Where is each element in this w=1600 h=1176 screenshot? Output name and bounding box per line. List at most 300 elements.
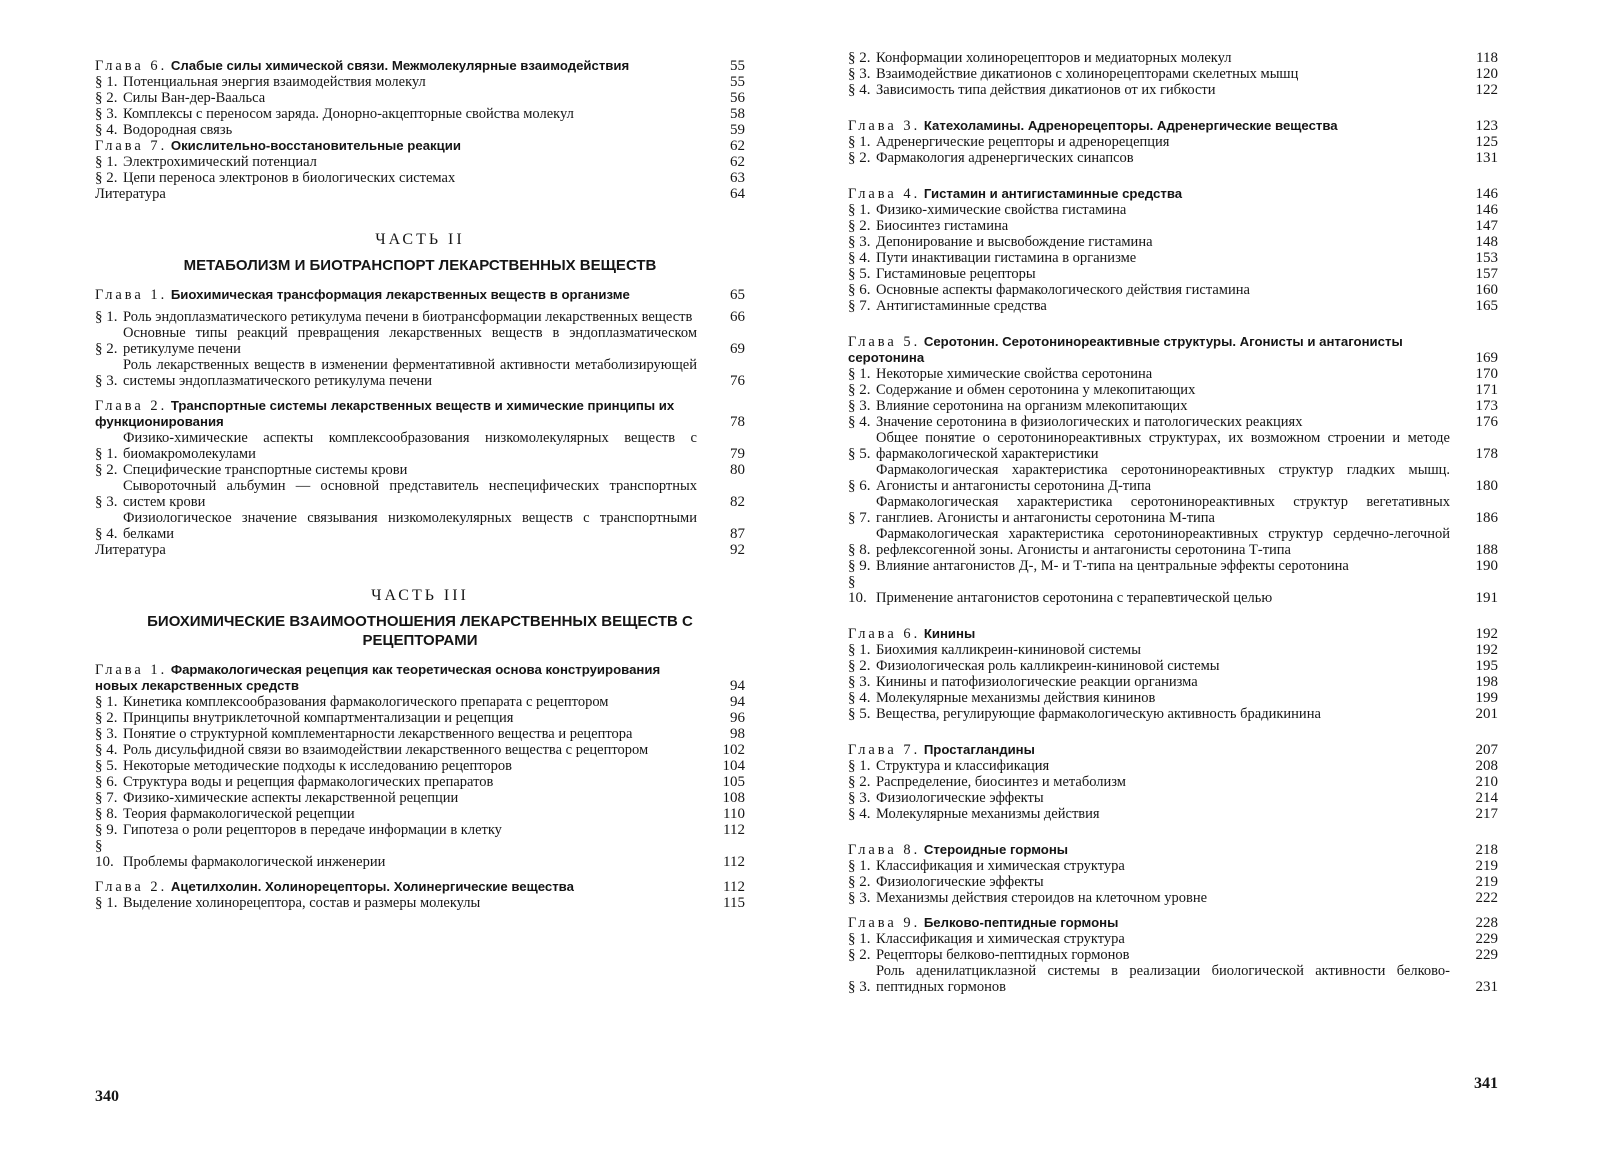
section-number: § 3.: [95, 726, 118, 742]
page-number: 80: [730, 462, 745, 478]
section-entry: [848, 526, 1498, 558]
page-number: 102: [722, 742, 745, 758]
section-title: Гистаминовые рецепторы: [876, 266, 1036, 282]
section-title: Основные аспекты фармакологического действия гистамина: [876, 282, 1250, 298]
page-number: 192: [1475, 642, 1498, 658]
chapter-entry: [848, 742, 1498, 758]
section-entry: [95, 806, 745, 822]
chapter-entry: [95, 662, 745, 694]
section-title: Общее понятие о серотонинореактивных структурах, их возможном строении и методе фармакологической характеристики: [876, 430, 1450, 462]
chapter-title: Ацетилхолин. Холинорецепторы. Холинергические вещества: [170, 879, 574, 894]
section-number: § 5.: [848, 446, 871, 462]
left-page: [95, 0, 745, 1176]
section-title: Электрохимический потенциал: [123, 154, 317, 170]
section-entry: [95, 90, 745, 106]
section-number: § 10.: [848, 574, 867, 606]
section-number: § 9.: [848, 558, 871, 574]
section-entry: [95, 694, 745, 710]
chapter-title: Фармакологическая рецепция как теоретическая основа конструирования новых лекарственных средств: [95, 662, 661, 693]
literature-label: Литература: [95, 186, 166, 202]
chapter-title: Простагландины: [923, 742, 1035, 757]
page-number: 112: [723, 822, 745, 838]
page-number: 112: [723, 879, 745, 895]
section-title: Физико-химические свойства гистамина: [876, 202, 1127, 218]
section-number: § 7.: [95, 790, 118, 806]
section-title: Конформации холинорецепторов и медиаторных молекул: [876, 50, 1232, 66]
page-number: 118: [1476, 50, 1498, 66]
section-number: § 6.: [848, 282, 871, 298]
page-number: 79: [730, 446, 745, 462]
page-number: 217: [1475, 806, 1498, 822]
section-title: Фармакология адренергических синапсов: [876, 150, 1134, 166]
page-number: 115: [723, 895, 745, 911]
page-folio: 341: [1474, 1075, 1498, 1092]
page-number: 92: [730, 542, 745, 558]
page-number: 58: [730, 106, 745, 122]
section-number: § 3.: [848, 790, 871, 806]
chapter-entry: [848, 118, 1498, 134]
section-number: § 2.: [848, 50, 871, 66]
page-number: 228: [1475, 915, 1498, 931]
page-number: 96: [730, 710, 745, 726]
section-entry: [95, 325, 745, 357]
chapter-entry: [95, 138, 745, 154]
section-entry: [95, 170, 745, 186]
section-title: Антигистаминные средства: [876, 298, 1047, 314]
page-number: 56: [730, 90, 745, 106]
section-entry: [848, 134, 1498, 150]
section-title: Применение антагонистов серотонина с терапевтической целью: [876, 590, 1273, 606]
section-title: Комплексы с переносом заряда. Донорно-акцепторные свойства молекул: [123, 106, 574, 122]
chapter-label: Глава 6.: [95, 58, 168, 74]
section-title: Роль эндоплазматического ретикулума печени в биотрансформации лекарственных веществ: [123, 309, 693, 325]
section-number: § 1.: [848, 758, 871, 774]
page-number: 146: [1475, 202, 1498, 218]
section-entry: [848, 82, 1498, 98]
section-number: § 7.: [848, 510, 871, 526]
page-number: 157: [1475, 266, 1498, 282]
section-entry: [848, 947, 1498, 963]
page-number: 170: [1475, 366, 1498, 382]
section-title: Цепи переноса электронов в биологических системах: [123, 170, 456, 186]
page-number: 55: [730, 74, 745, 90]
chapter-title: Катехоламины. Адренорецепторы. Адренергические вещества: [923, 118, 1338, 133]
section-entry: [95, 510, 745, 542]
section-title: Зависимость типа действия дикатионов от их гибкости: [876, 82, 1216, 98]
section-number: § 4.: [848, 250, 871, 266]
section-number: § 2.: [95, 710, 118, 726]
section-number: § 9.: [95, 822, 118, 838]
section-title: Депонирование и высвобождение гистамина: [876, 234, 1153, 250]
chapter-title: Транспортные системы лекарственных веществ и химические принципы их функционирования: [95, 398, 675, 429]
section-title: Физиологические эффекты: [876, 874, 1044, 890]
chapter-label: Глава 2.: [95, 879, 168, 895]
page-number: 63: [730, 170, 745, 186]
section-entry: [95, 895, 745, 911]
page-number: 120: [1475, 66, 1498, 82]
section-number: § 5.: [95, 758, 118, 774]
page-number: 191: [1475, 590, 1498, 606]
section-title: Фармакологическая характеристика серотонинореактивных структур гладких мышц. Агонисты и антагонисты серотонина Д-типа: [876, 462, 1450, 494]
section-title: Принципы внутриклеточной компартментализации и рецепция: [123, 710, 514, 726]
page-number: 153: [1475, 250, 1498, 266]
chapter-entry: [95, 879, 745, 895]
section-number: § 10.: [95, 838, 114, 870]
section-entry: [95, 122, 745, 138]
section-entry: [95, 309, 745, 325]
page-number: 199: [1475, 690, 1498, 706]
chapter-label: Глава 3.: [848, 118, 921, 134]
section-entry: [848, 218, 1498, 234]
section-title: Физико-химические аспекты комплексообразования низкомолекулярных веществ с биомакромолекулами: [123, 430, 697, 462]
right-toc: [848, 50, 1498, 995]
chapter-entry: [95, 398, 745, 430]
page-number: 148: [1475, 234, 1498, 250]
section-number: § 6.: [848, 478, 871, 494]
page-number: 104: [722, 758, 745, 774]
section-entry: [848, 430, 1498, 462]
section-title: Проблемы фармакологической инженерии: [123, 854, 386, 870]
page-number: 98: [730, 726, 745, 742]
section-title: Молекулярные механизмы действия: [876, 806, 1100, 822]
part-title: МЕТАБОЛИЗМ И БИОТРАНСПОРТ ЛЕКАРСТВЕННЫХ ВЕЩЕСТВ: [183, 257, 657, 274]
chapter-title: Гистамин и антигистаминные средства: [923, 186, 1183, 201]
section-title: Биосинтез гистамина: [876, 218, 1009, 234]
page-number: 171: [1475, 382, 1498, 398]
section-entry: [848, 774, 1498, 790]
page-number: 110: [723, 806, 745, 822]
section-number: § 2.: [848, 874, 871, 890]
section-entry: [95, 462, 745, 478]
page-number: 186: [1475, 510, 1498, 526]
page-number: 64: [730, 186, 745, 202]
page-number: 108: [722, 790, 745, 806]
section-entry: [848, 931, 1498, 947]
page-number: 165: [1475, 298, 1498, 314]
section-title: Адренергические рецепторы и адренорецепция: [876, 134, 1170, 150]
page-number: 82: [730, 494, 745, 510]
section-number: § 3.: [95, 373, 118, 389]
section-number: § 4.: [95, 122, 118, 138]
chapter-label: Глава 4.: [848, 186, 921, 202]
section-number: § 5.: [848, 266, 871, 282]
chapter-entry: [848, 842, 1498, 858]
section-title: Рецепторы белково-пептидных гормонов: [876, 947, 1130, 963]
section-number: § 8.: [848, 542, 871, 558]
page-number: 146: [1475, 186, 1498, 202]
section-entry: [95, 822, 745, 838]
section-number: § 4.: [95, 742, 118, 758]
page-number: 214: [1475, 790, 1498, 806]
page-number: 219: [1475, 858, 1498, 874]
section-entry: [848, 282, 1498, 298]
section-entry: [848, 414, 1498, 430]
section-number: § 4.: [95, 526, 118, 542]
page-number: 178: [1475, 446, 1498, 462]
page-number: 87: [730, 526, 745, 542]
section-number: § 1.: [95, 309, 118, 325]
section-title: Силы Ван-дер-Ваальса: [123, 90, 266, 106]
section-title: Взаимодействие дикатионов с холинорецепторами скелетных мышц: [876, 66, 1299, 82]
section-title: Распределение, биосинтез и метаболизм: [876, 774, 1126, 790]
section-title: Вещества, регулирующие фармакологическую активность брадикинина: [876, 706, 1321, 722]
section-title: Физиологическая роль калликреин-кининовой системы: [876, 658, 1220, 674]
section-title: Механизмы действия стероидов на клеточном уровне: [876, 890, 1208, 906]
section-entry: [848, 234, 1498, 250]
chapter-label: Глава 1.: [95, 287, 168, 303]
page-number: 65: [730, 287, 745, 303]
page-number: 231: [1475, 979, 1498, 995]
section-title: Фармакологическая характеристика серотонинореактивных структур сердечно-легочной рефлексогенной зоны. Агонисты и антагонисты серотонина Т-типа: [876, 526, 1450, 558]
literature-entry: [95, 186, 745, 202]
section-number: § 3.: [848, 890, 871, 906]
section-entry: [95, 758, 745, 774]
section-entry: [848, 366, 1498, 382]
page-number: 222: [1475, 890, 1498, 906]
page-number: 208: [1475, 758, 1498, 774]
section-entry: [95, 430, 745, 462]
page-number: 105: [722, 774, 745, 790]
section-title: Кинетика комплексообразования фармакологического препарата с рецептором: [123, 694, 609, 710]
section-title: Физиологические эффекты: [876, 790, 1044, 806]
section-number: § 2.: [95, 341, 118, 357]
page-number: 219: [1475, 874, 1498, 890]
chapter-label: Глава 5.: [848, 334, 921, 350]
chapter-title: Биохимическая трансформация лекарственных веществ в организме: [170, 287, 630, 302]
section-entry: [848, 574, 1498, 606]
section-entry: [848, 642, 1498, 658]
section-entry: [848, 250, 1498, 266]
section-title: Водородная связь: [123, 122, 233, 138]
chapter-label: Глава 9.: [848, 915, 921, 931]
section-title: Биохимия калликреин-кининовой системы: [876, 642, 1141, 658]
section-entry: [95, 726, 745, 742]
section-number: § 1.: [848, 931, 871, 947]
chapter-title: Белково-пептидные гормоны: [923, 915, 1119, 930]
chapter-title: Слабые силы химической связи. Межмолекулярные взаимодействия: [170, 58, 630, 73]
section-title: Выделение холинорецептора, состав и размеры молекулы: [123, 895, 481, 911]
section-entry: [95, 154, 745, 170]
page-number: 125: [1475, 134, 1498, 150]
section-number: § 2.: [95, 462, 118, 478]
section-number: § 1.: [848, 642, 871, 658]
page-number: 94: [730, 694, 745, 710]
page-number: 62: [730, 138, 745, 154]
right-page: [848, 0, 1498, 1176]
section-title: Некоторые химические свойства серотонина: [876, 366, 1153, 382]
section-number: § 5.: [848, 706, 871, 722]
section-number: § 1.: [95, 694, 118, 710]
section-number: § 3.: [848, 234, 871, 250]
section-entry: [848, 806, 1498, 822]
section-entry: [95, 710, 745, 726]
section-entry: [848, 706, 1498, 722]
page-number: 123: [1475, 118, 1498, 134]
section-number: § 1.: [848, 202, 871, 218]
chapter-entry: [848, 915, 1498, 931]
chapter-label: Глава 7.: [848, 742, 921, 758]
section-number: § 7.: [848, 298, 871, 314]
chapter-entry: [848, 186, 1498, 202]
chapter-label: Глава 8.: [848, 842, 921, 858]
section-number: § 3.: [848, 674, 871, 690]
section-title: Влияние антагонистов Д-, М- и Т-типа на центральные эффекты серотонина: [876, 558, 1349, 574]
section-entry: [95, 357, 745, 389]
section-number: § 1.: [95, 74, 118, 90]
chapter-label: Глава 7.: [95, 138, 168, 154]
chapter-title: Окислительно-восстановительные реакции: [170, 138, 461, 153]
section-title: Роль аденилатциклазной системы в реализации биологической активности белково-пептидных гормонов: [876, 963, 1450, 995]
section-number: § 2.: [848, 150, 871, 166]
section-entry: [95, 790, 745, 806]
section-entry: [848, 690, 1498, 706]
section-entry: [95, 106, 745, 122]
section-title: Роль лекарственных веществ в изменении ферментативной активности метаболизирующей системы эндоплазматического ретикулума печени: [123, 357, 697, 389]
section-title: Теория фармакологической рецепции: [123, 806, 355, 822]
page-number: 176: [1475, 414, 1498, 430]
section-entry: [848, 858, 1498, 874]
section-number: § 3.: [848, 66, 871, 82]
section-entry: [95, 838, 745, 870]
section-entry: [848, 963, 1498, 995]
page-number: 169: [1475, 350, 1498, 366]
chapter-label: Глава 6.: [848, 626, 921, 642]
page-number: 112: [723, 854, 745, 870]
section-number: § 4.: [848, 690, 871, 706]
page-number: 229: [1475, 931, 1498, 947]
section-number: § 1.: [848, 858, 871, 874]
section-entry: [95, 774, 745, 790]
part-heading: ЧАСТЬ III: [371, 587, 469, 604]
page-number: 122: [1475, 82, 1498, 98]
page-number: 218: [1475, 842, 1498, 858]
section-number: § 1.: [848, 134, 871, 150]
section-number: § 2.: [848, 947, 871, 963]
section-entry: [848, 398, 1498, 414]
section-title: Фармакологическая характеристика серотонинореактивных структур вегетативных ганглиев. Агонисты и антагонисты серотонина М-типа: [876, 494, 1450, 526]
page-number: 62: [730, 154, 745, 170]
section-title: Некоторые методические подходы к исследованию рецепторов: [123, 758, 512, 774]
section-entry: [848, 658, 1498, 674]
page-number: 55: [730, 58, 745, 74]
page-number: 195: [1475, 658, 1498, 674]
section-title: Основные типы реакций превращения лекарственных веществ в эндоплазматическом ретикулуме печени: [123, 325, 697, 357]
section-title: Значение серотонина в физиологических и патологических реакциях: [876, 414, 1303, 430]
section-entry: [95, 742, 745, 758]
page-number: 190: [1475, 558, 1498, 574]
page-number: 198: [1475, 674, 1498, 690]
section-title: Специфические транспортные системы крови: [123, 462, 408, 478]
section-entry: [848, 202, 1498, 218]
section-number: § 4.: [848, 806, 871, 822]
section-number: § 3.: [95, 494, 118, 510]
section-number: § 1.: [95, 895, 118, 911]
section-title: Физиологическое значение связывания низкомолекулярных веществ с транспортными белками: [123, 510, 697, 542]
section-entry: [848, 382, 1498, 398]
literature-label: Литература: [95, 542, 166, 558]
page-number: 229: [1475, 947, 1498, 963]
section-entry: [848, 674, 1498, 690]
section-number: § 3.: [95, 106, 118, 122]
section-entry: [95, 74, 745, 90]
section-number: § 1.: [95, 154, 118, 170]
page-number: 66: [730, 309, 745, 325]
section-number: § 4.: [848, 414, 871, 430]
page-number: 78: [730, 414, 745, 430]
section-entry: [848, 462, 1498, 494]
section-entry: [848, 890, 1498, 906]
section-number: § 2.: [848, 382, 871, 398]
page-number: 160: [1475, 282, 1498, 298]
page-number: 210: [1475, 774, 1498, 790]
section-entry: [848, 558, 1498, 574]
section-number: § 8.: [95, 806, 118, 822]
section-title: Содержание и обмен серотонина у млекопитающих: [876, 382, 1196, 398]
section-title: Структура и классификация: [876, 758, 1050, 774]
section-entry: [95, 478, 745, 510]
section-number: § 2.: [848, 774, 871, 790]
section-number: § 2.: [848, 218, 871, 234]
section-number: § 4.: [848, 82, 871, 98]
section-title: Роль дисульфидной связи во взаимодействии лекарственного вещества с рецептором: [123, 742, 649, 758]
section-title: Понятие о структурной комплементарности лекарственного вещества и рецептора: [123, 726, 633, 742]
section-title: Молекулярные механизмы действия кининов: [876, 690, 1156, 706]
chapter-entry: [848, 626, 1498, 642]
section-title: Классификация и химическая структура: [876, 858, 1125, 874]
section-title: Структура воды и рецепция фармакологических препаратов: [123, 774, 494, 790]
chapter-title: Серотонин. Серотонинореактивные структуры. Агонисты и антагонисты серотонина: [848, 334, 1403, 365]
page-number: 69: [730, 341, 745, 357]
chapter-entry: [848, 334, 1498, 366]
page-number: 173: [1475, 398, 1498, 414]
section-title: Потенциальная энергия взаимодействия молекул: [123, 74, 426, 90]
section-number: § 6.: [95, 774, 118, 790]
section-entry: [848, 66, 1498, 82]
chapter-title: Стероидные гормоны: [923, 842, 1069, 857]
section-number: § 1.: [848, 366, 871, 382]
chapter-title: Кинины: [923, 626, 976, 641]
section-entry: [848, 298, 1498, 314]
section-number: § 1.: [95, 446, 118, 462]
section-number: § 3.: [848, 398, 871, 414]
section-title: Гипотеза о роли рецепторов в передаче информации в клетку: [123, 822, 502, 838]
page-number: 94: [730, 678, 745, 694]
page-number: 201: [1475, 706, 1498, 722]
section-entry: [848, 494, 1498, 526]
page-number: 180: [1475, 478, 1498, 494]
section-entry: [848, 758, 1498, 774]
section-title: Сывороточный альбумин — основной представитель неспецифических транспортных систем крови: [123, 478, 697, 510]
section-number: § 2.: [848, 658, 871, 674]
page-number: 188: [1475, 542, 1498, 558]
page-number: 59: [730, 122, 745, 138]
section-number: § 2.: [95, 170, 118, 186]
section-title: Влияние серотонина на организм млекопитающих: [876, 398, 1188, 414]
section-entry: [848, 790, 1498, 806]
section-entry: [848, 266, 1498, 282]
page-folio: 340: [95, 1088, 119, 1105]
page-number: 147: [1475, 218, 1498, 234]
section-entry: [848, 50, 1498, 66]
section-title: Классификация и химическая структура: [876, 931, 1125, 947]
page-number: 131: [1475, 150, 1498, 166]
section-title: Кинины и патофизиологические реакции организма: [876, 674, 1198, 690]
part-heading: ЧАСТЬ II: [375, 231, 465, 248]
section-entry: [848, 874, 1498, 890]
page-number: 76: [730, 373, 745, 389]
left-toc: [95, 58, 745, 911]
section-entry: [848, 150, 1498, 166]
